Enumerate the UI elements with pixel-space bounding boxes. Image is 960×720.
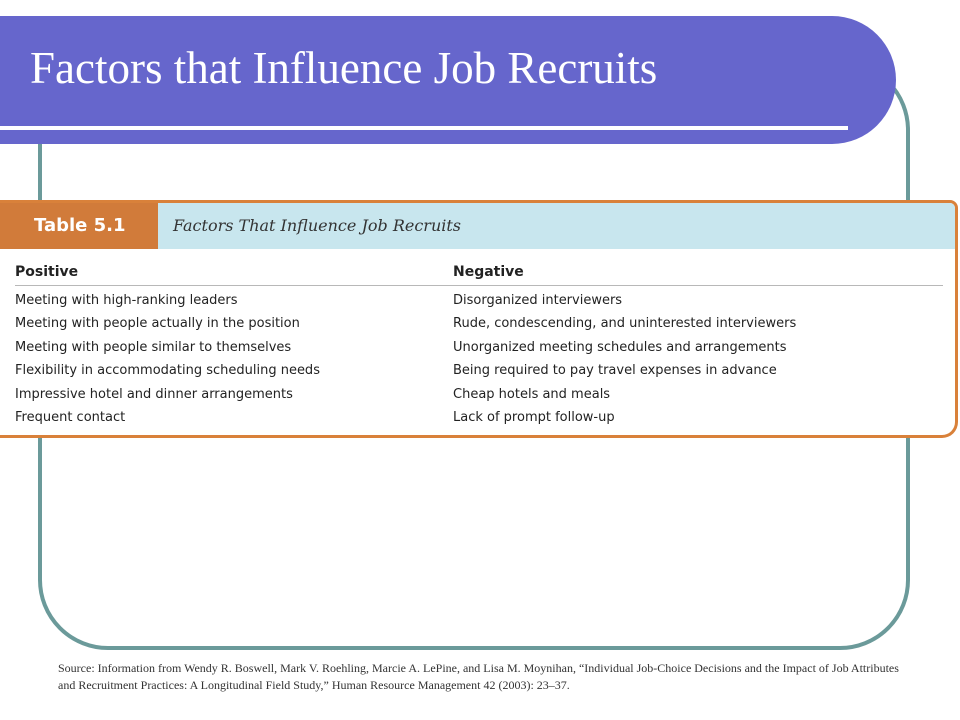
negative-factor: Disorganized interviewers [453,293,623,308]
negative-factor: Lack of prompt follow-up [453,409,615,425]
positive-factor: Meeting with high-ranking leaders [15,293,238,308]
title-underline [0,126,848,130]
positive-factor: Flexibility in accommodating scheduling needs [15,363,320,379]
table-number: Table 5.1 [0,203,158,249]
table-row [0,312,955,335]
table-body [0,289,955,429]
negative-factor: Being required to pay travel expenses in advance [453,363,777,379]
source-citation: Source: Information from Wendy R. Boswell, Mark V. Roehling, Marcie A. LePine, and Lisa M. Moynihan, “Individual Job-Choice Decisions and the Impact of Job Attributes and Recruitment Practices: A Longitudinal Field Study,” Human Resource Management 42 (2003): 23–37. [58,661,899,692]
factors-table [0,200,958,438]
negative-factor: Rude, condescending, and uninterested interviewers [453,316,797,332]
table-row [0,406,955,429]
slide-title: Factors that Influence Job Recruits [30,43,658,93]
column-header-negative: Negative [453,264,524,280]
positive-factor: Meeting with people similar to themselves [15,339,292,355]
positive-factor: Impressive hotel and dinner arrangements [15,386,293,402]
column-headers [0,259,955,285]
negative-factor: Cheap hotels and meals [453,386,611,402]
negative-factor: Unorganized meeting schedules and arrangements [453,339,787,355]
table-row [0,336,955,359]
table-header-band [0,203,955,249]
column-header-positive: Positive [15,264,79,280]
table-row [0,289,955,312]
table-row [0,383,955,406]
positive-factor: Frequent contact [15,409,126,425]
positive-factor: Meeting with people actually in the position [15,316,300,332]
table-row [0,359,955,382]
header-rule [15,285,943,286]
table-caption: Factors That Influence Job Recruits [173,216,462,235]
